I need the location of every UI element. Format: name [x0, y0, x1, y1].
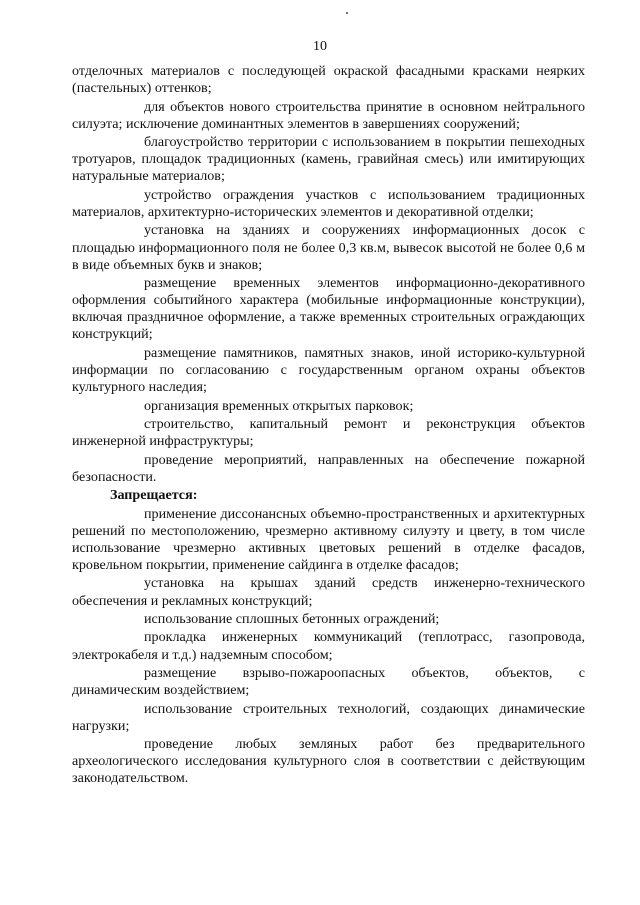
paragraph-new-construction-silhouette: для объектов нового строительства принятие в основном нейтрального силуэта; исключение доминантных элементов в завершениях сооружений; [72, 98, 585, 132]
paragraph-dynamic-loads: использование строительных технологий, создающих динамические нагрузки; [72, 700, 585, 734]
paragraph-engineering-infrastructure: строительство, капитальный ремонт и реконструкция объектов инженерной инфраструктуры; [72, 416, 585, 450]
paragraph-roof-equipment: установка на крышах зданий средств инженерно-технического обеспечения и рекламных конструкций; [72, 575, 585, 609]
page-number: 10 [313, 39, 327, 54]
paragraph-temporary-decorative-elements: размещение временных элементов информационно-декоративного оформления событийного характера (мобильные информационные конструкции), включая праздничное оформление, а также временных строительных ограждающих конструкций; [72, 275, 585, 343]
paragraph-temporary-parking: организация временных открытых парковок; [144, 397, 414, 414]
section-heading-prohibited: Запрещается: [110, 487, 198, 504]
document-body [72, 63, 585, 789]
paragraph-dissonant-solutions: применение диссонансных объемно-пространственных и архитектурных решений по местоположению, чрезмерно активному силуэту и цвету, в том числе использование чрезмерно активных цветовых решений в отделке фасадов, кровельном покрытии, применение сайдинга в отделке фасадов; [72, 505, 585, 573]
paragraph-finishing-materials: отделочных материалов с последующей окраской фасадными красками неярких (пастельных) оттенков; [72, 63, 585, 97]
paragraph-fire-safety: проведение мероприятий, направленных на обеспечение пожарной безопасности. [72, 451, 585, 485]
paragraph-fencing: устройство ограждения участков с использованием традиционных материалов, архитектурно-исторических элементов и декоративной отделки; [72, 186, 585, 220]
scan-artifact-dot [346, 12, 348, 14]
paragraph-monuments: размещение памятников, памятных знаков, иной историко-культурной информации по согласованию с государственным органом охраны объектов культурного наследия; [72, 344, 585, 396]
paragraph-hazardous-objects: размещение взрыво-пожароопасных объектов, объектов, с динамическим воздействием; [72, 665, 585, 699]
paragraph-concrete-fences: использование сплошных бетонных ограждений; [144, 610, 440, 627]
paragraph-information-boards: установка на зданиях и сооружениях информационных досок с площадью информационного поля не более 0,3 кв.м, вывесок высотой не более 0,6 м в виде объемных букв и знаков; [72, 222, 585, 273]
paragraph-earthworks: проведение любых земляных работ без предварительного археологического исследования культурного слоя в соответствии с действующим законодательством. [72, 736, 585, 787]
paragraph-above-ground-utilities: прокладка инженерных коммуникаций (теплотрасс, газопровода, электрокабеля и т.д.) надземным способом; [72, 629, 585, 663]
paragraph-landscaping: благоустройство территории с использованием в покрытии пешеходных тротуаров, площадок традиционных (камень, гравийная смесь) или имитирующих натуральные материалов; [72, 134, 585, 185]
